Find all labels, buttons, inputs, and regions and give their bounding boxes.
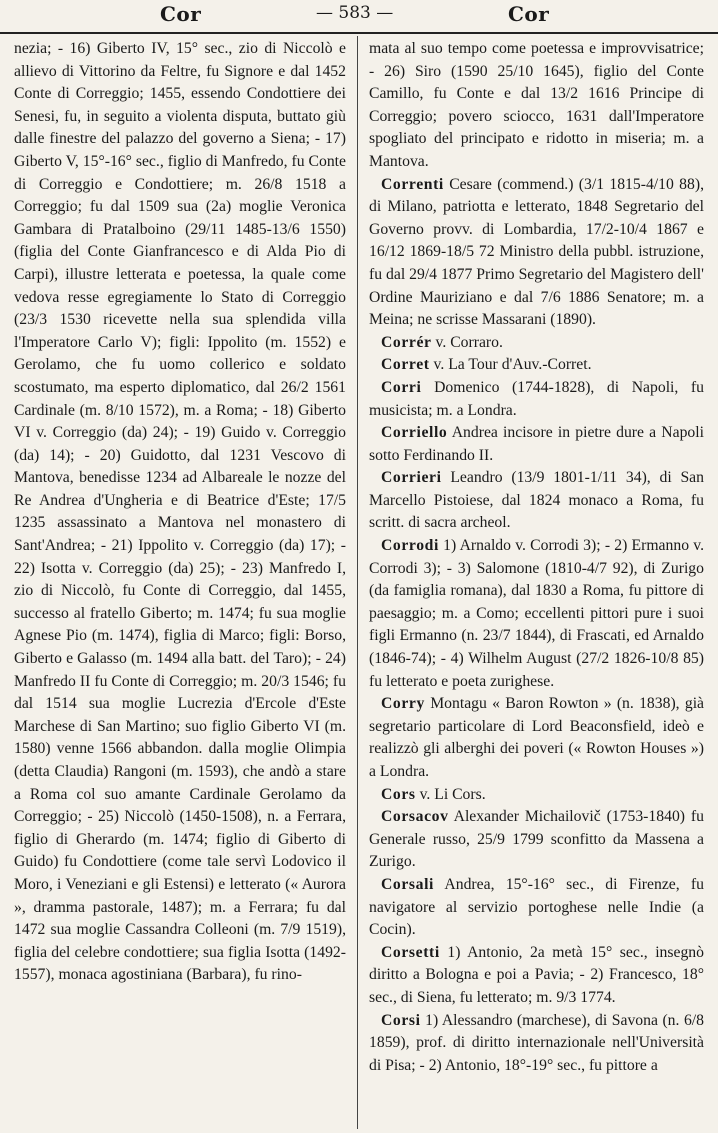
entry-text: Cesare (commend.) (3/1 1815-4/10 88), di Milano, patriotta e letterato, 1848 Segretario del Governo provv. di Lombardia, 17/2-10/4 1867 e 16/12 1869-18/5 72 Ministro della pubbl. istruzione, fu dal 29/4 1877 Primo Segretario del Magistero dell' Ordine Mauriziano e dal 7/6 1886 Senatore; m. a Meina; ne scrisse Massarani (1890). (369, 175, 704, 329)
entry-text: 1) Antonio, 2a metà 15° sec., insegnò diritto a Bologna e poi a Pavia; - 2) Francesco, 18° sec., di Siena, fu letterato; m. 9/3 1774. (369, 943, 704, 1006)
entry (369, 693, 704, 783)
entry-text: Leandro (13/9 1801-1/11 34), di San Marcello Pistoiese, dal 1824 monaco a Roma, fu scritt. di sacra archeol. (369, 469, 704, 532)
entry-text: v. La Tour d'Auv.-Corret. (433, 356, 592, 374)
entry-headword: Cors (381, 785, 416, 803)
entry-text: v. Corraro. (435, 333, 503, 351)
entry (369, 784, 704, 807)
entry-headword: Corri (381, 378, 422, 396)
entry-headword: Correnti (381, 175, 444, 193)
entry-text: Montagu « Baron Rowton » (n. 1838), già segretario particolare di Lord Beaconsfield, ideò e realizzò gli alberghi dei poveri (« Rowton Houses ») a Londra. (369, 695, 704, 780)
entry-text: Alexander Michailovič (1753-1840) fu Generale russo, 25/9 1799 sconfitto da Massena a Zurigo. (369, 808, 704, 871)
right-continuation-text: mata al suo tempo come poetessa e improvvisatrice; - 26) Siro (1590 25/10 1645), figlio del Conte Camillo, fu Conte e dal 13/2 1616 Principe di Correggio; povero sciocco, 1631 dall'Imperatore spogliato del principato e ridotto in miseria; m. a Mantova. (369, 40, 704, 170)
entry (369, 874, 704, 942)
entry-headword: Corret (381, 356, 430, 374)
entry-headword: Corsi (381, 1011, 421, 1029)
entry (369, 1010, 704, 1078)
page-number: — 583 — (316, 3, 394, 23)
header-right-word: Cor (508, 2, 550, 26)
entry-text: Andrea incisore in pietre dure a Napoli sotto Ferdinando II. (369, 424, 704, 464)
entry (369, 377, 704, 422)
entry-headword: Corrieri (381, 469, 442, 487)
entry (369, 467, 704, 535)
column-divider (357, 36, 358, 1129)
entry (369, 332, 704, 355)
entry-headword: Corrér (381, 333, 432, 351)
entry (369, 942, 704, 1010)
entry-text: 1) Arnaldo v. Corrodi 3); - 2) Ermanno v. Corrodi 3); - 3) Salomone (1810-4/7 92), di Zurigo (da famiglia romana), dal 1830 a Roma, fu pittore di paesaggio; m. a Como; eccellenti pittori pure i suoi figli Ermanno (n. 23/7 1844), di Frascati, ed Arnaldo (1846-74); - 4) Wilhelm August (27/2 1826-10/8 85) fu letterato e poeta zurighese. (369, 537, 704, 690)
header-left-word: Cor (160, 2, 202, 26)
entry-text: Domenico (1744-1828), di Napoli, fu musicista; m. a Londra. (369, 378, 704, 419)
entry-text: v. Li Cors. (419, 785, 486, 803)
entry (369, 354, 704, 377)
entry-headword: Corsali (381, 875, 435, 893)
entry-headword: Corsetti (381, 943, 440, 961)
entry (369, 422, 704, 467)
entry (369, 806, 704, 874)
entry-headword: Corry (381, 695, 425, 713)
entry (369, 535, 704, 693)
page-header (0, 0, 718, 34)
entry-text: 1) Alessandro (marchese), di Savona (n. 6/8 1859), prof. di diritto internazionale nell'Università di Pisa; - 2) Antonio, 18°-19° sec., fu pittore a (369, 1011, 704, 1074)
right-column (369, 38, 704, 1127)
left-column (14, 38, 346, 1127)
entry-headword: Corriello (381, 424, 448, 442)
entry-headword: Corrodi (381, 537, 439, 555)
entry-headword: Corsacov (381, 808, 449, 826)
left-continuation-text: nezia; - 16) Giberto IV, 15° sec., zio di Niccolò e allievo di Vittorino da Feltre, fu Signore e dal 1452 Conte di Correggio; 1455, essendo Condottiere dei Senesi, fu, in seguito a violenta disputa, buttato giù dalle finestre del palazzo del governo a Siena; - 17) Giberto V, 15°-16° sec., figlio di Manfredo, fu Conte di Correggio e Condottiere; m. 26/8 1518 a Correggio; fu dal 1509 sua (2a) moglie Veronica Gambara di Pratalboino (29/11 1485-13/6 1550) (figlia del Conte Gianfrancesco e di Alda Pio di Carpi), illustre letterata e poetessa, la quale come vedova resse egregiamente lo Stato di Correggio (23/3 1530 ricevette nella sua splendida villa l'Imperatore Carlo V); figli: Ippolito (m. 1552) e Gerolamo, che fu uomo collerico e soldato scostumato, ma esperto diplomatico, dal 26/2 1561 Cardinale (m. 8/10 1572), m. a Roma; - 18) Giberto VI v. Correggio (da) 24); - 19) Guido v. Correggio (da) 14); - 20) Guidotto, dal 1231 Vescovo di Mantova, benedisse 1234 ad Albareale le nozze del Re Andrea d'Ungheria e di Beatrice d'Este; 17/5 1235 assassinato a Mantova nel monastero di Sant'Andrea; - 21) Ippolito v. Correggio (da) 17); - 22) Isotta v. Correggio (da) 25); - 23) Manfredo I, zio di Niccolò, fu Conte di Correggio, dal 1455, successo al fratello Giberto; m. 1474; fu sua moglie Agnese Pio (m. 1474), figlia di Marco; figli: Borso, Giberto e Galasso (m. 1494 alla batt. del Taro); - 24) Manfredo II fu Conte di Correggio; m. 20/3 1546; fu dal 1514 sua moglie Lucrezia d'Ercole d'Este Marchese di San Martino; suo figlio Giberto VI (m. 1580) venne 1566 abbandon. dalla moglie Olimpia (detta Claudia) Rangoni (m. 1593), che andò a stare a Roma col suo amante Cardinale Gerolamo da Correggio; - 25) Niccolò (1450-1508), n. a Ferrara, figlio di Gherardo (m. 1474; figlio di Giberto di Guido) fu Condottiere (come tale servì Lodovico il Moro, i Veneziani e gli Estensi) e letterato (« Aurora », dramma pastorale, 1487); m. a Ferrara; fu dal 1472 sua moglie Cassandra Colleoni (m. 7/9 1519), figlia del celebre condottiere; sua figlia Isotta (1492-1557), monaca agostiniana (Barbara), fu rino- (14, 40, 346, 984)
entry-text: Andrea, 15°-16° sec., di Firenze, fu navigatore al servizio portoghese nelle Indie (a Cocin). (369, 875, 704, 939)
entry (369, 174, 704, 332)
